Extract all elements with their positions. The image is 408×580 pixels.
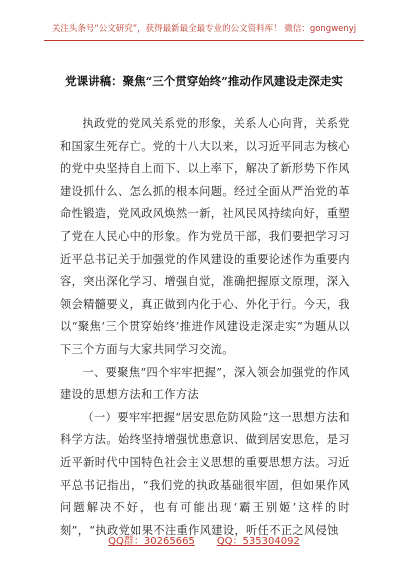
section-heading-1: 一、要聚焦“四个牢牢把握”，深入领会加强党的作风建设的思想方法和工作方法 bbox=[60, 365, 350, 402]
document-title: 党课讲稿：聚焦“三个贯穿始终”推动作风建设走深走实 bbox=[65, 74, 343, 88]
document-body bbox=[60, 113, 350, 542]
header-promo-note: 关注头条号“公文研究”，获得最新最全最专业的公文资料库！ 微信：gongwenyj bbox=[51, 24, 357, 34]
header-divider bbox=[44, 40, 364, 41]
subsection-paragraph-1: （一）要牢牢把握“居安思危防风险”这一思想方法和科学方法。始终坚持增强忧患意识、做到居安思危，是习近平新时代中国特色社会主义思想的重要思想方法。习近平总书记指出，“我们党的执政基础很牢固，但如果作风问题解决不好，也有可能出现‘霸王别姬’这样的时刻”，“执政党如果不注重作风建设，听任不正之风侵蚀 bbox=[60, 410, 350, 537]
qq-group-link[interactable]: QQ群：30265665 bbox=[108, 536, 195, 547]
footer-contact bbox=[0, 532, 408, 547]
intro-paragraph: 执政党的党风关系党的形象，关系人心向背，关系党和国家生死存亡。党的十八大以来，以习近平同志为核心的党中央坚持自上而下、以上率下，解决了新形势下作风建设抓什么、怎么抓的根本问题。经过全面从严治党的革命性锻造，党风政风焕然一新，社风民风持续向好，重塑了党在人民心中的形象。作为党员干部，我们要把学习习近平总书记关于加强党的作风建设的重要论述作为重要内容，突出深化学习、增强自觉，准确把握原文原理，深入领会精髓要义，真正做到内化于心、外化于行。今天，我以“聚焦‘三个贯穿始终’推进作风建设走深走实”为题从以下三个方面与大家共同学习交流。 bbox=[60, 117, 350, 356]
qq-contact-link[interactable]: QQ：535304092 bbox=[216, 536, 300, 547]
